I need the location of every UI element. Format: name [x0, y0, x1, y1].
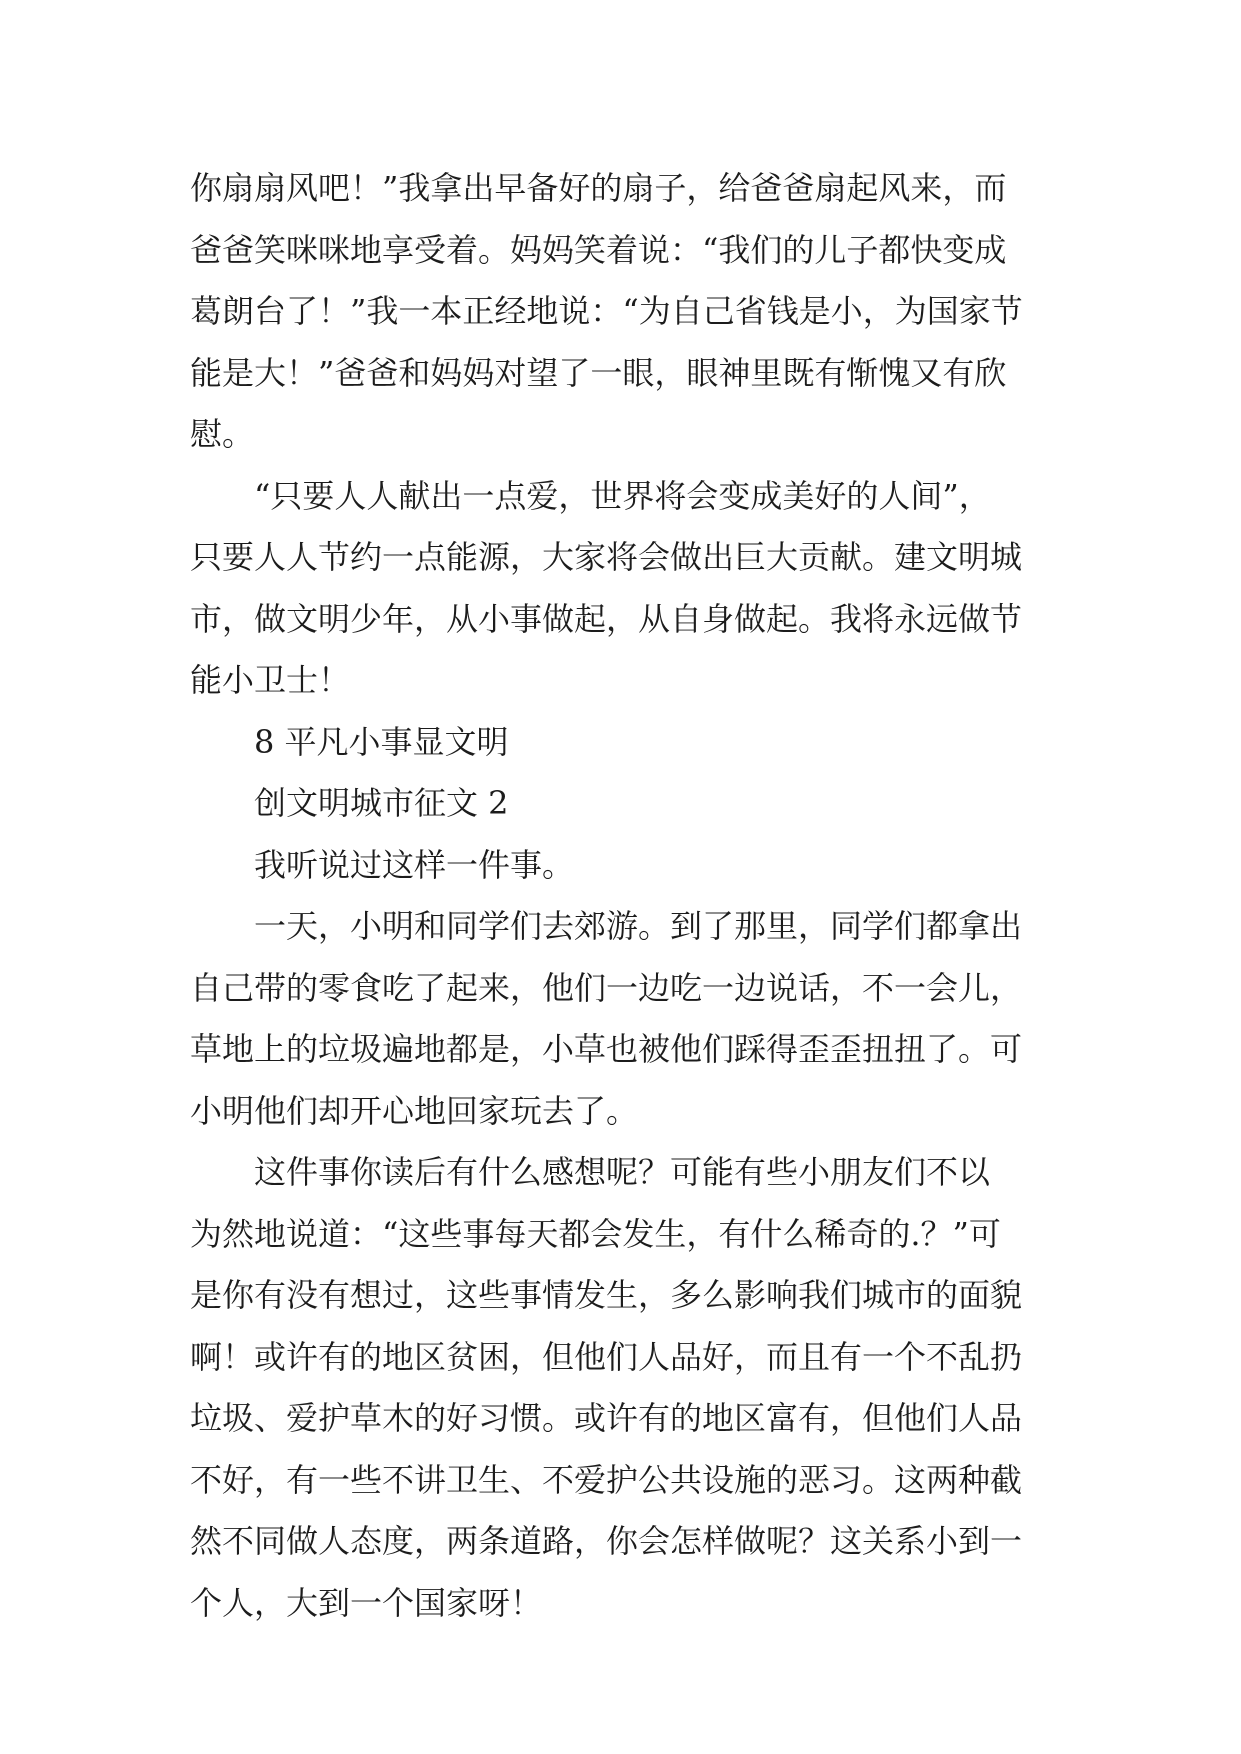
text-line: 一天，小明和同学们去郊游。到了那里，同学们都拿出 — [254, 907, 1023, 945]
text-line: 然不同做人态度，两条道路，你会怎样做呢？这关系小到一 — [190, 1522, 1023, 1560]
text-line: 慰。 — [190, 415, 255, 453]
document-body — [190, 158, 1052, 1634]
text-line: 垃圾、爱护草木的好习惯。或许有的地区富有，但他们人品 — [190, 1399, 1023, 1437]
text-line: 个人，大到一个国家呀！ — [190, 1583, 543, 1622]
text-line: “只要人人献出一点爱，世界将会变成美好的人间”， — [254, 476, 991, 515]
text-line: 不好，有一些不讲卫生、不爱护公共设施的恶习。这两种截 — [190, 1460, 1023, 1499]
text-line: 自己带的零食吃了起来，他们一边吃一边说话，不一会儿， — [190, 968, 1023, 1007]
text-line: 是你有没有想过，这些事情发生，多么影响我们城市的面貌 — [190, 1276, 1023, 1314]
text-line: 啊！或许有的地区贫困，但他们人品好，而且有一个不乱扔 — [190, 1337, 1023, 1376]
text-line: 能小卫士！ — [190, 661, 351, 699]
text-line: 爸爸笑咪咪地享受着。妈妈笑着说：“我们的儿子都快变成 — [190, 230, 1007, 269]
text-line: 我听说过这样一件事。 — [254, 845, 575, 884]
text-line: 你扇扇风吧！”我拿出早备好的扇子，给爸爸扇起风来，而 — [190, 169, 1007, 207]
text-line: 葛朗台了！”我一本正经地说：“为自己省钱是小，为国家节 — [190, 292, 1023, 330]
text-line: 市，做文明少年，从小事做起，从自身做起。我将永远做节 — [190, 599, 1023, 638]
section-subheading: 创文明城市征文 2 — [254, 784, 509, 822]
text-line: 小明他们却开心地回家玩去了。 — [190, 1091, 639, 1130]
text-line: 能是大！”爸爸和妈妈对望了一眼，眼神里既有惭愧又有欣 — [190, 353, 1007, 392]
text-line: 为然地说道：“这些事每天都会发生，有什么稀奇的.？”可 — [190, 1214, 1001, 1253]
text-line: 这件事你读后有什么感想呢？可能有些小朋友们不以 — [254, 1153, 991, 1191]
text-line: 只要人人节约一点能源，大家将会做出巨大贡献。建文明城 — [190, 538, 1023, 576]
section-heading: 8 平凡小事显文明 — [254, 722, 509, 761]
text-line: 草地上的垃圾遍地都是，小草也被他们踩得歪歪扭扭了。可 — [190, 1030, 1023, 1068]
